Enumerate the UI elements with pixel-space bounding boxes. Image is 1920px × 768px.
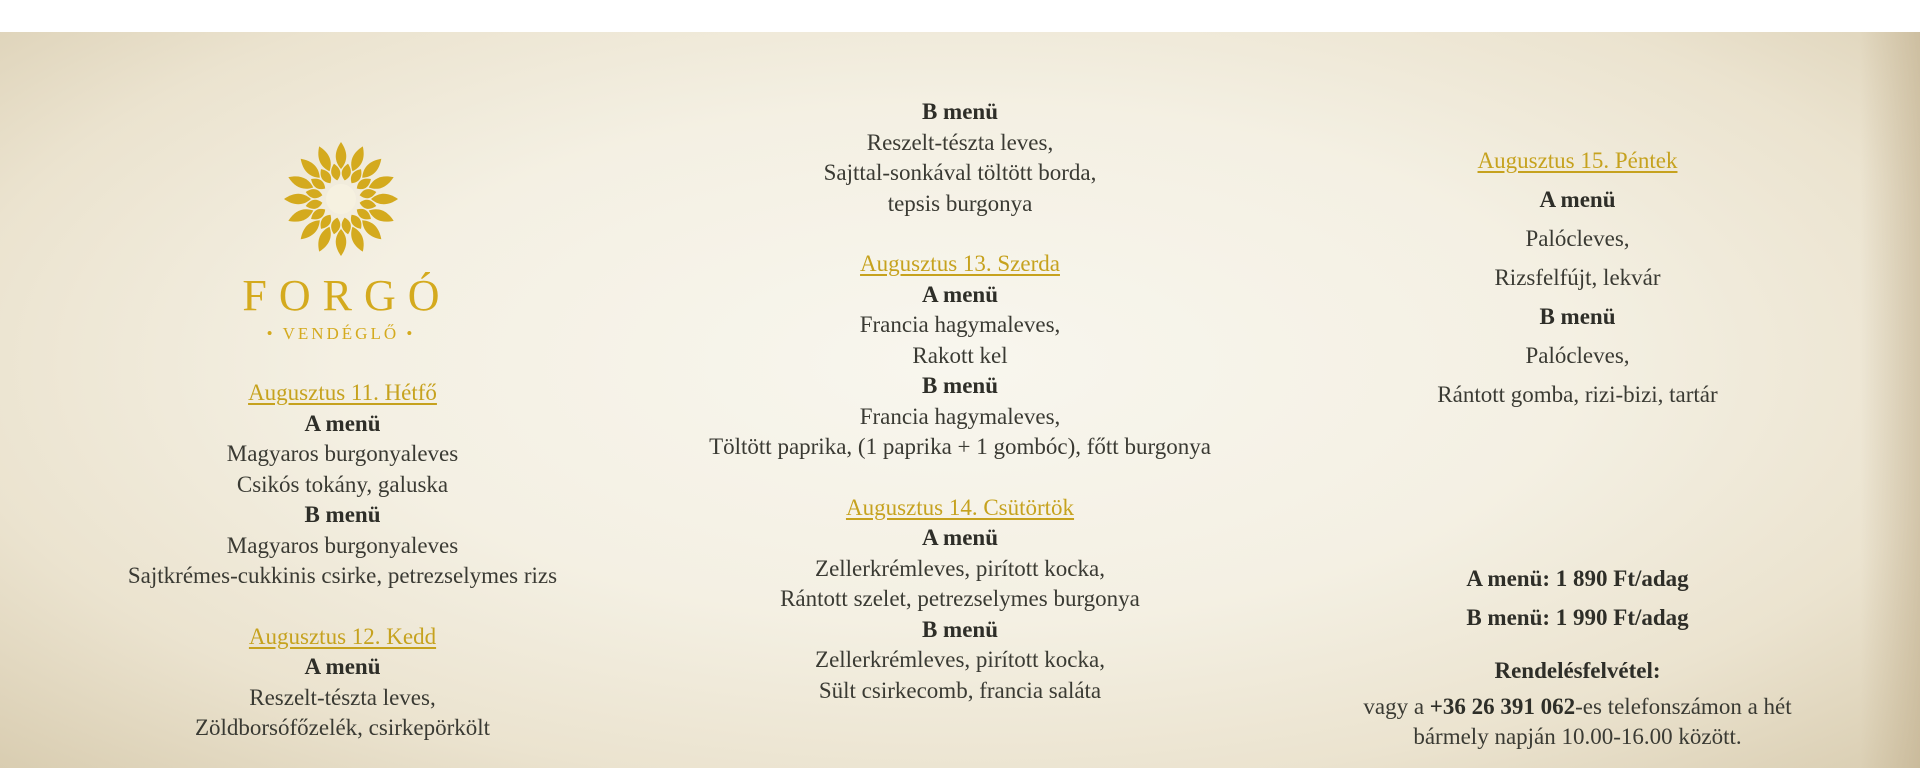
mandala-flower-icon bbox=[282, 140, 400, 258]
menu-a-label: A menü bbox=[921, 525, 999, 550]
menu-b-label: B menü bbox=[921, 616, 999, 642]
menu-column-3 bbox=[1310, 141, 1845, 752]
menu-item: Reszelt-tészta leves, bbox=[249, 684, 436, 710]
menu-item: Sajtkrémes-cukkinis csirke, petrezselymes rizs bbox=[127, 563, 558, 588]
menu-item: Reszelt-tészta leves, bbox=[866, 129, 1054, 155]
restaurant-logo bbox=[210, 140, 472, 350]
logo-subtitle: • VENDÉGLŐ • bbox=[266, 324, 416, 343]
menu-item: Palócleves, bbox=[1525, 343, 1630, 368]
contact-suffix: -es telefonszámon a hét bbox=[1575, 694, 1792, 719]
menu-a-label: A menü bbox=[1539, 187, 1616, 212]
menu-item: Csikós tokány, galuska bbox=[236, 471, 449, 497]
menu-b-label: B menü bbox=[304, 502, 381, 527]
menu-item: Magyaros burgonyaleves bbox=[226, 532, 459, 558]
menu-a-label: A menü bbox=[304, 410, 381, 436]
menu-item: Zellerkrémleves, pirított kocka, bbox=[815, 555, 1105, 581]
menu-item: Magyaros burgonyaleves bbox=[226, 441, 459, 466]
price-a: A menü: 1 890 Ft/adag bbox=[1466, 566, 1689, 591]
menu-item: Rántott szelet, petrezselymes burgonya bbox=[780, 586, 1140, 611]
menu-b-label: B menü bbox=[1539, 304, 1616, 329]
contact-hours: bármely napján 10.00-16.00 között. bbox=[1413, 724, 1742, 749]
menu-item: Rántott gomba, rizi-bizi, tartár bbox=[1437, 382, 1718, 407]
order-contact bbox=[1310, 692, 1845, 752]
day-title-tuesday: Augusztus 12. Kedd bbox=[248, 623, 437, 649]
menu-item: Sült csirkecomb, francia saláta bbox=[818, 677, 1102, 703]
menu-paper bbox=[0, 32, 1920, 768]
menu-b-label: B menü bbox=[921, 99, 999, 124]
menu-item: Francia hagymaleves, bbox=[859, 403, 1061, 429]
menu-item: Zellerkrémleves, pirított kocka, bbox=[815, 647, 1105, 672]
menu-item: Palócleves, bbox=[1525, 226, 1630, 251]
order-title: Rendelésfelvétel: bbox=[1494, 658, 1661, 683]
menu-item: Rakott kel bbox=[912, 342, 1008, 368]
day-title-friday: Augusztus 15. Péntek bbox=[1477, 148, 1678, 173]
menu-column-1 bbox=[90, 378, 595, 744]
day-title-monday: Augusztus 11. Hétfő bbox=[248, 380, 437, 405]
menu-item: Zöldborsófőzelék, csirkepörkölt bbox=[194, 715, 491, 740]
menu-column-2 bbox=[660, 97, 1260, 706]
day-title-thursday: Augusztus 14. Csütörtök bbox=[845, 494, 1075, 520]
phone-number[interactable]: +36 26 391 062 bbox=[1429, 694, 1576, 719]
contact-prefix: vagy a bbox=[1363, 694, 1430, 719]
menu-item: tepsis burgonya bbox=[887, 190, 1033, 216]
menu-item: Francia hagymaleves, bbox=[859, 312, 1061, 337]
menu-a-label: A menü bbox=[921, 281, 999, 307]
menu-b-label: B menü bbox=[921, 373, 999, 398]
day-title-wednesday: Augusztus 13. Szerda bbox=[860, 251, 1060, 276]
menu-item: Töltött paprika, (1 paprika + 1 gombóc), főtt burgonya bbox=[709, 434, 1211, 459]
menu-item: Sajttal-sonkával töltött borda, bbox=[823, 160, 1097, 185]
logo-wordmark: FORGÓ bbox=[242, 271, 452, 320]
menu-a-label: A menü bbox=[304, 654, 381, 679]
menu-item: Rizsfelfújt, lekvár bbox=[1494, 265, 1661, 290]
price-b: B menü: 1 990 Ft/adag bbox=[1466, 605, 1689, 630]
